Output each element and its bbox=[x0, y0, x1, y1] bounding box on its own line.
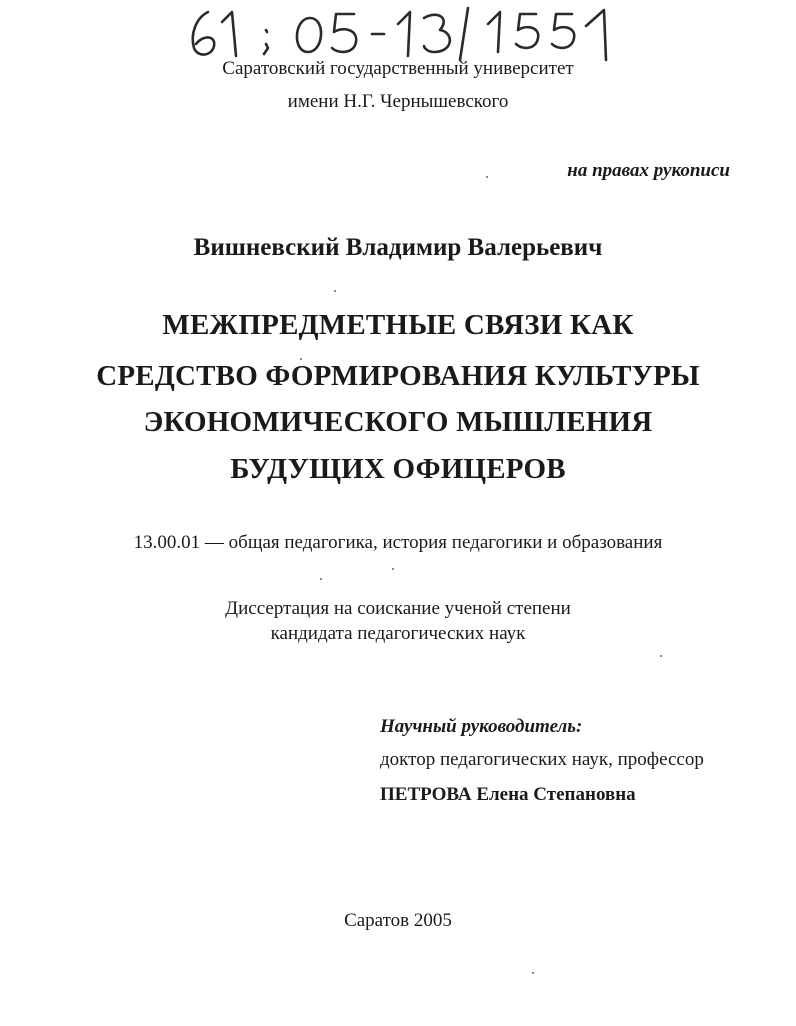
title-line-3: ЭКОНОМИЧЕСКОГО МЫШЛЕНИЯ bbox=[143, 406, 653, 438]
scan-speck bbox=[334, 290, 336, 292]
university-named-after: имени Н.Г. Чернышевского bbox=[287, 91, 509, 112]
city-year: Саратов 2005 bbox=[344, 910, 452, 931]
advisor-degree: доктор педагогических наук, профессор bbox=[380, 749, 704, 770]
dissertation-line-2: кандидата педагогических наук bbox=[270, 623, 526, 644]
scan-speck bbox=[300, 358, 302, 360]
advisor-label: Научный руководитель: bbox=[380, 716, 583, 737]
advisor-name: ПЕТРОВА Елена Степановна bbox=[380, 784, 636, 805]
author-name: Вишневский Владимир Валерьевич bbox=[193, 234, 603, 261]
title-line-4: БУДУЩИХ ОФИЦЕРОВ bbox=[230, 453, 566, 485]
title-line-1: МЕЖПРЕДМЕТНЫЕ СВЯЗИ КАК bbox=[162, 309, 634, 341]
scan-speck bbox=[532, 972, 534, 974]
dissertation-line-1: Диссертация на соискание ученой степени bbox=[225, 598, 571, 619]
scan-speck bbox=[660, 655, 662, 657]
scan-speck bbox=[320, 578, 322, 580]
manuscript-rights-note: на правах рукописи bbox=[567, 160, 730, 181]
scan-speck bbox=[486, 176, 488, 178]
handwritten-archive-number bbox=[186, 4, 626, 64]
scan-speck bbox=[392, 568, 394, 570]
specialty-code: 13.00.01 — общая педагогика, история педагогики и образования bbox=[133, 532, 663, 553]
title-line-2: СРЕДСТВО ФОРМИРОВАНИЯ КУЛЬТУРЫ bbox=[96, 360, 700, 392]
university-name: Саратовский государственный университет bbox=[222, 58, 574, 79]
